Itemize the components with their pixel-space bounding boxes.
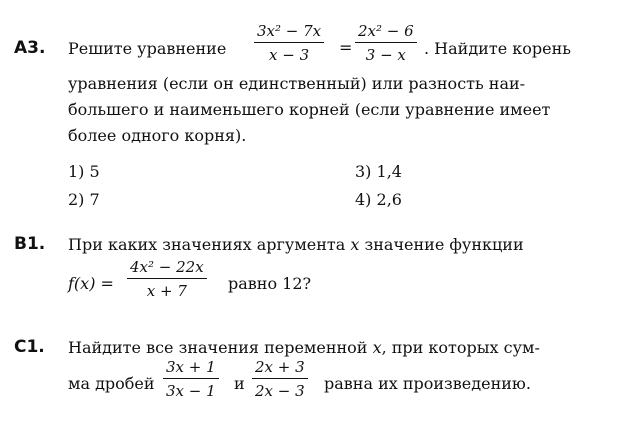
task-a3-label: А3. xyxy=(14,38,46,58)
b1-text-start: При каких значениях аргумента xyxy=(68,235,346,254)
a3-after-equation: . Найдите корень xyxy=(424,39,571,58)
a3-fraction-left xyxy=(254,22,324,64)
a3-fraction-left-numerator: 3x² − 7x xyxy=(254,22,324,43)
a3-fraction-right-denominator: 3 − x xyxy=(365,46,406,64)
a3-option-1: 1) 5 xyxy=(68,162,100,181)
task-c1-label: С1. xyxy=(14,337,45,357)
a3-option-4: 4) 2,6 xyxy=(355,190,402,209)
c1-fraction-2-numerator: 2x + 3 xyxy=(252,358,308,379)
c1-text-start: Найдите все значения переменной xyxy=(68,338,368,357)
b1-fraction xyxy=(127,258,207,300)
b1-function-name: f(x) = xyxy=(68,274,114,293)
c1-after-fractions: равна их произведению. xyxy=(324,374,531,393)
c1-fraction-2 xyxy=(252,358,308,400)
b1-fraction-numerator: 4x² − 22x xyxy=(127,258,207,279)
a3-text-line-3: большего и наименьшего корней (если уравнение имеет xyxy=(68,100,551,119)
a3-fraction-right xyxy=(355,22,417,64)
b1-text-end: значение функции xyxy=(364,235,524,254)
c1-variable: x xyxy=(372,338,382,357)
b1-fraction-denominator: x + 7 xyxy=(146,282,187,300)
c1-text-end: , при которых сум- xyxy=(381,338,540,357)
c1-fraction-2-denominator: 2x − 3 xyxy=(255,382,305,400)
b1-after-fraction: равно 12? xyxy=(228,274,312,293)
b1-variable: x xyxy=(350,235,360,254)
c1-fraction-1-numerator: 3x + 1 xyxy=(163,358,219,379)
a3-option-2: 2) 7 xyxy=(68,190,100,209)
c1-fraction-1 xyxy=(163,358,219,400)
task-b1-label: В1. xyxy=(14,234,46,254)
a3-fraction-right-numerator: 2x² − 6 xyxy=(355,22,417,43)
c1-fraction-1-denominator: 3x − 1 xyxy=(166,382,216,400)
task-b1-line-1 xyxy=(68,235,524,254)
a3-fraction-left-denominator: x − 3 xyxy=(269,46,310,64)
task-a3-intro: Решите уравнение xyxy=(68,39,227,58)
a3-text-line-4: более одного корня). xyxy=(68,126,247,145)
a3-text-line-2: уравнения (если он единственный) или разность наи- xyxy=(68,74,526,93)
a3-option-3: 3) 1,4 xyxy=(355,162,402,181)
c1-conjunction: и xyxy=(234,374,245,393)
c1-line-2-start: ма дробей xyxy=(68,374,155,393)
task-c1-line-1 xyxy=(68,338,540,357)
a3-equals-sign: = xyxy=(339,38,353,57)
